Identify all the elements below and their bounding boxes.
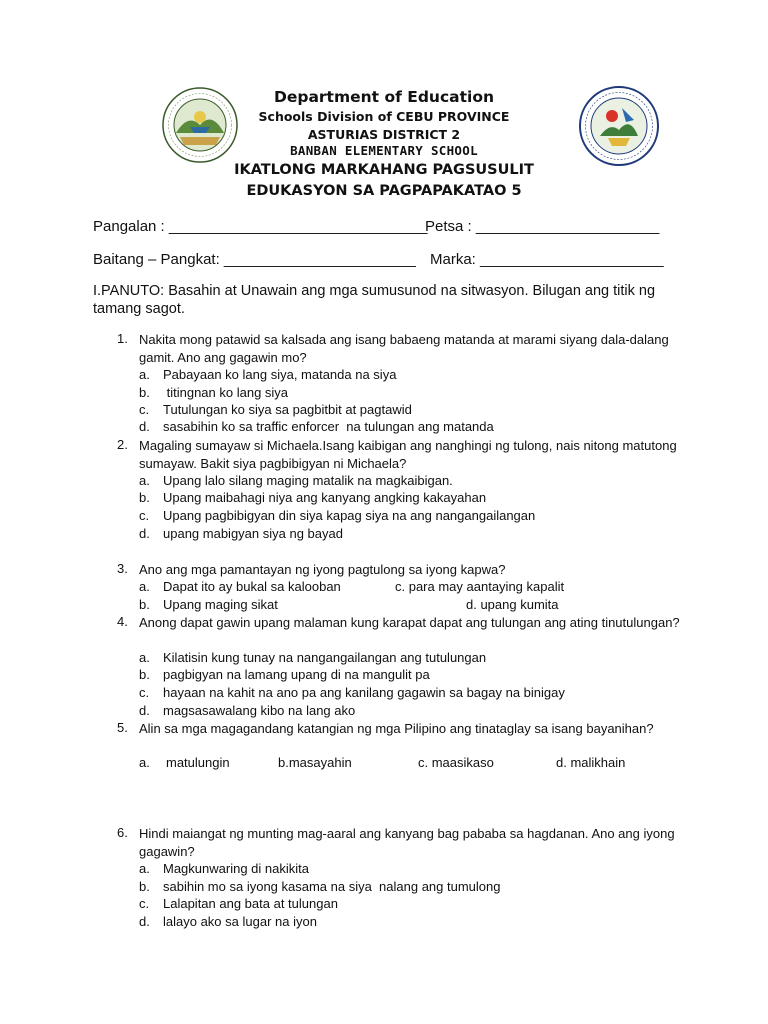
department-title: Department of Education (273, 88, 495, 106)
exam-title: IKATLONG MARKAHANG PAGSUSULIT (234, 162, 534, 178)
option-text: Lalapitan ang bata at tulungan (163, 896, 338, 911)
option-text: titingnan ko lang siya (163, 385, 289, 400)
question-text: Magaling sumayaw si Michaela.Isang kaibigan ang nanghingi ng tulong, nais nitong matutong sumayaw. Bakit siya pagbibigyan ni Michaela? (139, 438, 677, 471)
option-text: sabihin mo sa iyong kasama na siya nalang ang tumulong (163, 879, 501, 894)
option-text: lalayo ako sa lugar na iyon (163, 914, 317, 929)
instructions: I.PANUTO: Basahin at Unawain ang mga sumusunod na sitwasyon. Bilugan ang titik ng tamang sagot. (93, 283, 656, 317)
question-number: 2. (117, 437, 128, 452)
option-letter: b. (139, 597, 150, 612)
division-title: Schools Division of CEBU PROVINCE (258, 109, 510, 124)
option-letter: d. (139, 703, 150, 718)
option-letter: c. (139, 685, 150, 700)
option-letter: b. (139, 879, 150, 894)
option-text: c. maasikaso (418, 755, 494, 770)
question-text: Anong dapat gawin upang malaman kung karapat dapat ang tulungan ang ating tinutulungan? (139, 615, 680, 630)
option-text: Upang pagbibigyan din siya kapag siya na ang nangangailangan (163, 508, 536, 523)
option-letter: d. (139, 526, 150, 541)
option-letter: a. (139, 650, 150, 665)
option-letter: a. (139, 579, 150, 594)
question-number: 5. (117, 720, 128, 735)
date-field: Petsa : ______________________ (425, 218, 660, 235)
score-field: Marka: ______________________ (430, 251, 664, 268)
option-letter: c. (139, 402, 150, 417)
option-text: d. upang kumita (466, 597, 559, 612)
option-text: upang mabigyan siya ng bayad (163, 526, 343, 541)
question-number: 6. (117, 825, 128, 840)
option-letter: a. (139, 861, 150, 876)
option-letter: a. (139, 367, 150, 382)
option-text: Upang maging sikat (163, 597, 278, 612)
option-letter: c. (139, 896, 150, 911)
option-text: b.masayahin (278, 755, 352, 770)
option-text: hayaan na kahit na ano pa ang kanilang gagawin sa bagay na binigay (163, 685, 565, 700)
school-name: BANBAN ELEMENTARY SCHOOL (290, 143, 478, 158)
option-letter: a. (139, 755, 150, 770)
option-letter: b. (139, 385, 150, 400)
question-text: Hindi maiangat ng munting mag-aaral ang kanyang bag pababa sa hagdanan. Ano ang iyong gagawin? (139, 826, 675, 859)
option-text: magsasawalang kibo na lang ako (163, 703, 356, 718)
option-text: Upang lalo silang maging matalik na magkaibigan. (163, 473, 453, 488)
name-field: Pangalan : _______________________________ (93, 218, 428, 235)
option-text: Tutulungan ko siya sa pagbitbit at pagtawid (163, 402, 412, 417)
option-letter: c. (139, 508, 150, 523)
option-letter: b. (139, 667, 150, 682)
option-letter: d. (139, 419, 150, 434)
option-text: Upang maibahagi niya ang kanyang angking kakayahan (163, 490, 487, 505)
question-number: 3. (117, 561, 128, 576)
option-text: matulungin (166, 755, 230, 770)
option-letter: b. (139, 490, 150, 505)
option-text: d. malikhain (556, 755, 626, 770)
subject-title: EDUKASYON SA PAGPAPAKATAO 5 (246, 183, 522, 199)
option-text: Pabayaan ko lang siya, matanda na siya (163, 367, 397, 382)
question-number: 1. (117, 331, 128, 346)
question-text: Ano ang mga pamantayan ng iyong pagtulong sa iyong kapwa? (139, 562, 506, 577)
district-title: ASTURIAS DISTRICT 2 (307, 127, 461, 142)
option-letter: d. (139, 914, 150, 929)
grade-section-field: Baitang – Pangkat: _______________________ (93, 251, 416, 268)
question-text: Nakita mong patawid sa kalsada ang isang babaeng matanda at marami siyang dala-dalang gamit. Ano ang gagawin mo? (139, 332, 669, 365)
option-text: pagbigyan na lamang upang di na mangulit pa (163, 667, 430, 682)
option-text: Magkunwaring di nakikita (163, 861, 309, 876)
option-text: Dapat ito ay bukal sa kalooban (163, 579, 341, 594)
option-text: c. para may aantaying kapalit (395, 579, 565, 594)
option-letter: a. (139, 473, 150, 488)
option-text: sasabihin ko sa traffic enforcer na tulungan ang matanda (163, 419, 494, 434)
option-text: Kilatisin kung tunay na nangangailangan ang tutulungan (163, 650, 487, 665)
question-text: Alin sa mga magagandang katangian ng mga Pilipino ang tinataglay sa isang bayanihan? (139, 721, 654, 736)
question-number: 4. (117, 614, 128, 629)
